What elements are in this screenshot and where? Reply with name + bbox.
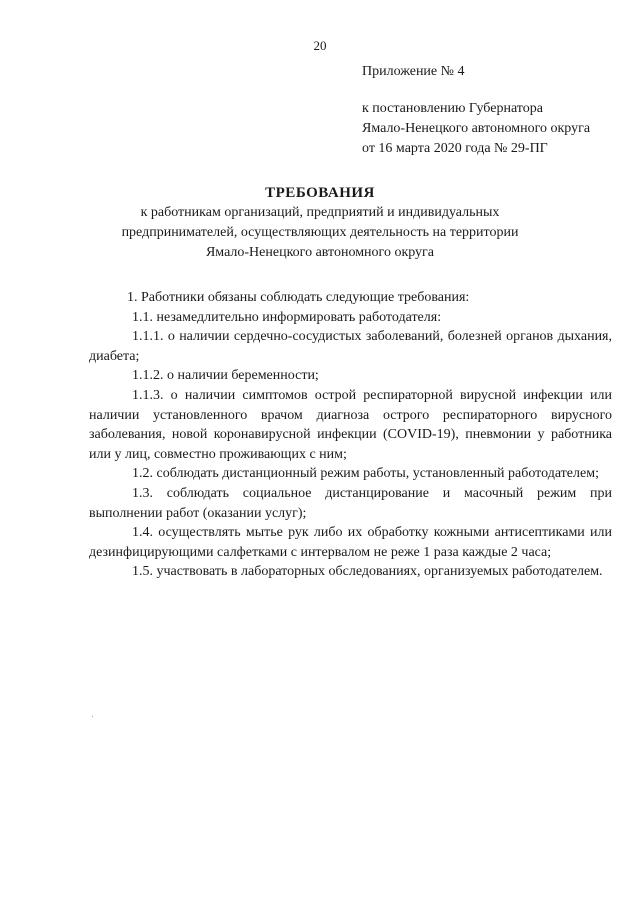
paragraph-1-4: 1.4. осуществлять мытье рук либо их обработку кожными антисептиками или дезинфицирующими салфетками с интервалом не реже 1 раза каждые 2 часа; <box>89 525 612 560</box>
document-subtitle-line: к работникам организаций, предприятий и индивидуальных <box>140 205 500 220</box>
paragraph-1-2: 1.2. соблюдать дистанционный режим работы, установленный работодателем; <box>132 466 599 482</box>
appendix-ref-line: к постановлению Губернатора <box>362 101 543 116</box>
paragraph-1-5: 1.5. участвовать в лабораторных обследованиях, организуемых работодателем. <box>132 564 603 580</box>
document-body <box>89 288 612 582</box>
document-title: ТРЕБОВАНИЯ <box>265 185 375 201</box>
appendix-ref-line: Ямало-Ненецкого автономного округа <box>362 121 591 136</box>
document-subtitle-line: Ямало-Ненецкого автономного округа <box>205 245 435 260</box>
paragraph-1-1-3: 1.1.3. о наличии симптомов острой респираторной вирусной инфекции или наличии установленного врачом диагноза острого респираторного вирусного заболевания, новой коронавирусной инфекции (COVID-19), пневмонии у работника или у лиц, совместно проживающих с ним; <box>89 387 612 462</box>
appendix-block <box>362 62 590 159</box>
scan-speck <box>92 716 93 717</box>
document-title-block <box>0 183 640 263</box>
paragraph-1-1-2: 1.1.2. о наличии беременности; <box>132 368 319 384</box>
document-subtitle-line: предпринимателей, осуществляющих деятельность на территории <box>121 225 519 240</box>
page-number: 20 <box>313 38 327 53</box>
appendix-number: Приложение № 4 <box>362 64 465 79</box>
paragraph-1: 1. Работники обязаны соблюдать следующие требования: <box>127 290 470 305</box>
paragraph-1-1: 1.1. незамедлительно информировать работодателя: <box>132 309 442 325</box>
paragraph-1-3: 1.3. соблюдать социальное дистанцирование и масочный режим при выполнении работ (оказании услуг); <box>89 485 612 521</box>
paragraph-1-1-1: 1.1.1. о наличии сердечно-сосудистых заболеваний, болезней органов дыхания, диабета; <box>89 329 612 364</box>
appendix-ref-line: от 16 марта 2020 года № 29-ПГ <box>362 141 548 156</box>
